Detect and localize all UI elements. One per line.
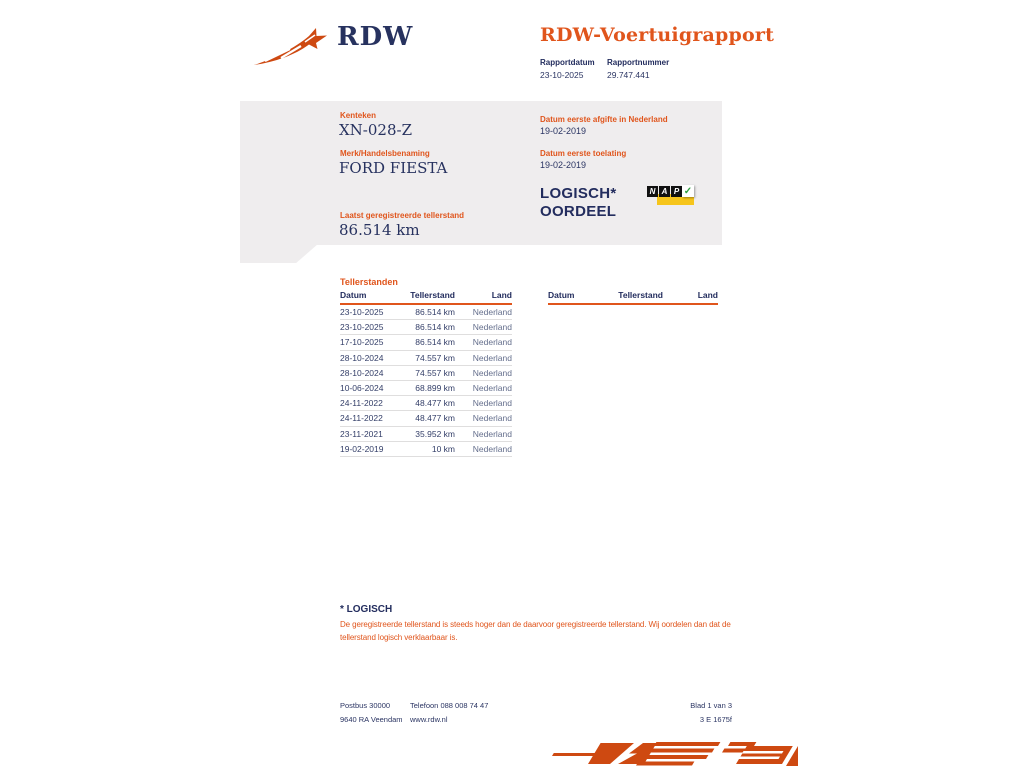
footer-address-line2: 9640 RA Veendam [340, 715, 403, 724]
table-cell: Nederland [472, 413, 512, 424]
table-cell: Nederland [472, 322, 512, 333]
oordeel-verdict [540, 185, 617, 221]
laatste-tellerstand-value: 86.514 km [339, 221, 420, 239]
brand-wordmark: RDW [337, 22, 414, 52]
table-cell: 23-10-2025 [340, 322, 384, 333]
table-cell: 10 km [431, 443, 455, 454]
table-cell: 19-02-2019 [340, 443, 384, 454]
footer-address [340, 699, 403, 727]
table-cell: Nederland [472, 398, 512, 409]
laatste-tellerstand-label: Laatst geregistreerde tellerstand [340, 211, 465, 220]
footer-page-number: Blad 1 van 3 [690, 701, 732, 710]
kenteken-value: XN-028-Z [339, 121, 412, 139]
table-cell: Nederland [472, 337, 512, 348]
nap-letter-p: P [671, 186, 682, 197]
eerste-toelating-label: Datum eerste toelating [540, 149, 627, 158]
footnote-heading: * LOGISCH [340, 604, 393, 615]
kenteken-label: Kenteken [340, 111, 377, 120]
table-cell: 24-11-2022 [340, 413, 383, 424]
table-cell: 48.477 km [415, 398, 455, 409]
table-cell: Nederland [472, 367, 512, 378]
table-cell: 74.557 km [415, 367, 455, 378]
tellerstanden-rows [340, 305, 512, 457]
nap-check-icon: ✓ [683, 185, 693, 197]
page-title: RDW-Voertuigrapport [540, 24, 775, 46]
footer-address-line1: Postbus 30000 [340, 701, 391, 710]
column-header-land: Land [491, 290, 512, 300]
eerste-afgifte-label: Datum eerste afgifte in Nederland [540, 115, 668, 124]
report-number-label: Rapportnummer [607, 58, 670, 67]
table-cell: Nederland [472, 383, 512, 394]
report-date-block [540, 58, 595, 80]
table-cell: 28-10-2024 [340, 367, 384, 378]
nap-letter-n: N [647, 186, 658, 197]
table-cell: 86.514 km [415, 337, 455, 348]
table-row [340, 305, 512, 320]
footer-website: www.rdw.nl [410, 715, 448, 724]
table-row [340, 427, 512, 442]
footer-page-info [600, 699, 732, 727]
column-header-tellerstand: Tellerstand [618, 290, 663, 300]
table-cell: 35.952 km [415, 428, 455, 439]
table-cell: 48.477 km [415, 413, 455, 424]
column-header-datum: Datum [548, 290, 575, 300]
merk-label: Merk/Handelsbenaming [340, 149, 430, 158]
table-cell: 23-11-2021 [340, 428, 383, 439]
table-cell: 86.514 km [415, 322, 455, 333]
table-row [340, 442, 512, 457]
table-cell: 23-10-2025 [340, 307, 384, 318]
oordeel-line1: LOGISCH* [540, 185, 617, 202]
panel-corner-tab [240, 244, 318, 263]
table-row [340, 411, 512, 426]
tellerstanden-table-left [340, 290, 512, 457]
table-row [340, 381, 512, 396]
column-header-tellerstand: Tellerstand [410, 290, 455, 300]
table-row [340, 351, 512, 366]
table-cell: Nederland [472, 352, 512, 363]
table-row [340, 396, 512, 411]
table-row [340, 335, 512, 350]
eerste-toelating-value: 19-02-2019 [540, 160, 587, 170]
merk-value: FORD FIESTA [339, 159, 448, 177]
footer-contact [410, 699, 488, 727]
table-cell: 24-11-2022 [340, 398, 383, 409]
nap-logo [647, 185, 697, 209]
report-number-value: 29.747.441 [607, 70, 650, 80]
table-cell: Nederland [472, 428, 512, 439]
eerste-afgifte-value: 19-02-2019 [540, 126, 587, 136]
table-cell: Nederland [472, 443, 512, 454]
report-number-block [607, 58, 669, 80]
column-header-datum: Datum [340, 290, 367, 300]
column-header-land: Land [697, 290, 718, 300]
report-date-value: 23-10-2025 [540, 70, 584, 80]
table-row [340, 366, 512, 381]
tellerstanden-table-right [548, 290, 718, 305]
table-row [340, 320, 512, 335]
footer-form-code: 3 E 1675f [699, 715, 732, 724]
report-date-label: Rapportdatum [540, 58, 595, 67]
table-header-row [548, 290, 718, 305]
table-cell: 28-10-2024 [340, 352, 384, 363]
footer-stripe-graphic-icon [546, 740, 798, 768]
tellerstanden-heading: Tellerstanden [340, 277, 398, 287]
rdw-wing-icon [253, 26, 333, 68]
footnote-text: De geregistreerde tellerstand is steeds hoger dan de daarvoor geregistreerde tellerstand. Wij oordelen dan dat de tellerstand logisch verklaarbaar is. [340, 620, 731, 642]
footer-phone: Telefoon 088 008 74 47 [410, 701, 489, 710]
table-header-row [340, 290, 512, 305]
vehicle-summary-panel [240, 101, 722, 245]
table-cell: 10-06-2024 [340, 383, 384, 394]
table-cell: 74.557 km [415, 352, 455, 363]
nap-letter-a: A [659, 186, 670, 197]
table-cell: 68.899 km [415, 383, 455, 394]
table-cell: 86.514 km [415, 307, 455, 318]
oordeel-line2: OORDEEL [540, 203, 617, 220]
table-cell: Nederland [472, 307, 512, 318]
table-cell: 17-10-2025 [340, 337, 384, 348]
